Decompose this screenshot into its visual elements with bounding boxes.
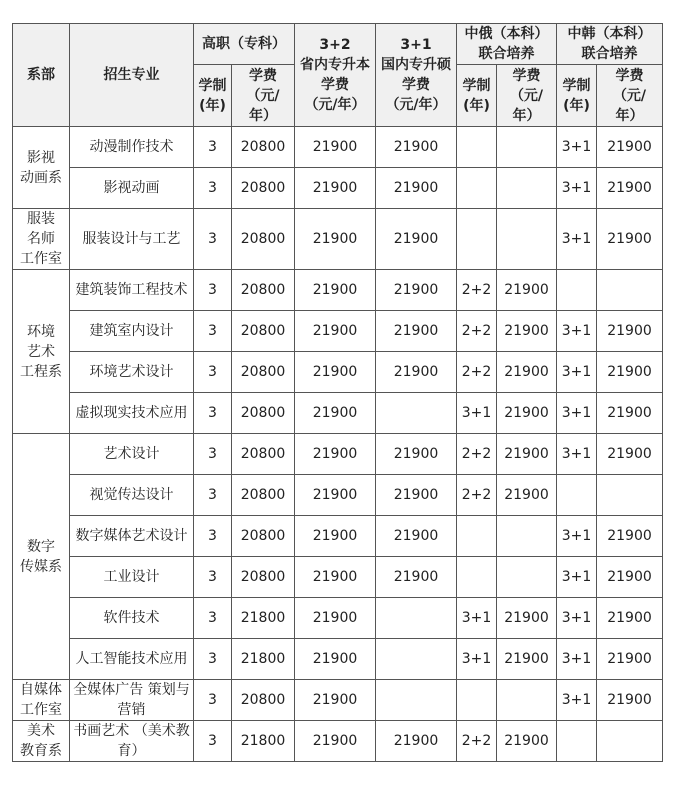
fee-3plus2-cell: 21900 xyxy=(295,270,376,311)
major-cell: 全媒体广告 策划与营销 xyxy=(70,680,194,721)
header-korea-fee: 学费 （元/ 年） xyxy=(597,65,663,127)
korea-years-cell: 3+1 xyxy=(557,127,597,168)
russia-years-cell xyxy=(457,168,497,209)
fee-3plus1-cell: 21900 xyxy=(376,557,457,598)
fee-cell: 21800 xyxy=(232,639,295,680)
fee-3plus1-cell: 21900 xyxy=(376,270,457,311)
russia-years-cell: 2+2 xyxy=(457,721,497,762)
table-row xyxy=(13,557,663,598)
years-cell: 3 xyxy=(194,475,232,516)
korea-years-cell: 3+1 xyxy=(557,598,597,639)
table-body xyxy=(13,127,663,762)
header-russia: 中俄（本科） 联合培养 xyxy=(457,24,557,65)
russia-years-cell: 2+2 xyxy=(457,311,497,352)
fee-3plus2-cell: 21900 xyxy=(295,209,376,270)
years-cell: 3 xyxy=(194,393,232,434)
russia-fee-cell: 21900 xyxy=(497,639,557,680)
russia-years-cell: 2+2 xyxy=(457,475,497,516)
fee-3plus2-cell: 21900 xyxy=(295,352,376,393)
korea-fee-cell: 21900 xyxy=(597,516,663,557)
major-cell: 人工智能技术应用 xyxy=(70,639,194,680)
table-row xyxy=(13,352,663,393)
russia-fee-cell xyxy=(497,127,557,168)
years-cell: 3 xyxy=(194,352,232,393)
fee-3plus2-cell: 21900 xyxy=(295,168,376,209)
korea-fee-cell: 21900 xyxy=(597,557,663,598)
header-dept: 系部 xyxy=(13,24,70,127)
korea-years-cell xyxy=(557,270,597,311)
korea-fee-cell: 21900 xyxy=(597,434,663,475)
table-row xyxy=(13,168,663,209)
fee-3plus2-cell: 21900 xyxy=(295,598,376,639)
korea-years-cell xyxy=(557,475,597,516)
table-row xyxy=(13,127,663,168)
fee-cell: 21800 xyxy=(232,598,295,639)
fee-cell: 20800 xyxy=(232,209,295,270)
header-korea-years: 学制 (年) xyxy=(557,65,597,127)
russia-fee-cell xyxy=(497,557,557,598)
korea-years-cell: 3+1 xyxy=(557,680,597,721)
dept-cell: 环境 艺术 工程系 xyxy=(13,270,70,434)
korea-years-cell: 3+1 xyxy=(557,639,597,680)
korea-fee-cell: 21900 xyxy=(597,311,663,352)
major-cell: 影视动画 xyxy=(70,168,194,209)
korea-years-cell: 3+1 xyxy=(557,311,597,352)
russia-years-cell: 3+1 xyxy=(457,598,497,639)
russia-fee-cell: 21900 xyxy=(497,393,557,434)
korea-fee-cell: 21900 xyxy=(597,168,663,209)
fee-3plus2-cell: 21900 xyxy=(295,434,376,475)
years-cell: 3 xyxy=(194,311,232,352)
major-cell: 建筑装饰工程技术 xyxy=(70,270,194,311)
korea-years-cell: 3+1 xyxy=(557,393,597,434)
fee-cell: 20800 xyxy=(232,127,295,168)
fee-3plus1-cell: 21900 xyxy=(376,168,457,209)
korea-fee-cell xyxy=(597,721,663,762)
russia-years-cell: 3+1 xyxy=(457,639,497,680)
fee-cell: 20800 xyxy=(232,393,295,434)
header-russia-years: 学制 (年) xyxy=(457,65,497,127)
fee-cell: 21800 xyxy=(232,721,295,762)
korea-fee-cell: 21900 xyxy=(597,639,663,680)
fee-3plus2-cell: 21900 xyxy=(295,127,376,168)
major-cell: 工业设计 xyxy=(70,557,194,598)
fee-cell: 20800 xyxy=(232,557,295,598)
russia-fee-cell: 21900 xyxy=(497,311,557,352)
fee-3plus2-cell: 21900 xyxy=(295,516,376,557)
fee-3plus2-cell: 21900 xyxy=(295,393,376,434)
fee-3plus2-cell: 21900 xyxy=(295,557,376,598)
header-3plus2-fee: 学费 （元/年） xyxy=(304,77,366,113)
korea-fee-cell: 21900 xyxy=(597,127,663,168)
fee-cell: 20800 xyxy=(232,311,295,352)
years-cell: 3 xyxy=(194,516,232,557)
dept-cell: 美术 教育系 xyxy=(13,721,70,762)
table-row xyxy=(13,311,663,352)
years-cell: 3 xyxy=(194,209,232,270)
korea-fee-cell: 21900 xyxy=(597,209,663,270)
table-row xyxy=(13,598,663,639)
fee-3plus1-cell: 21900 xyxy=(376,311,457,352)
fee-3plus2-cell: 21900 xyxy=(295,311,376,352)
fee-cell: 20800 xyxy=(232,168,295,209)
major-cell: 环境艺术设计 xyxy=(70,352,194,393)
years-cell: 3 xyxy=(194,434,232,475)
header-3plus1 xyxy=(376,24,457,127)
fee-3plus1-cell xyxy=(376,393,457,434)
major-cell: 数字媒体艺术设计 xyxy=(70,516,194,557)
russia-years-cell: 2+2 xyxy=(457,270,497,311)
korea-years-cell: 3+1 xyxy=(557,557,597,598)
korea-years-cell: 3+1 xyxy=(557,168,597,209)
fee-cell: 20800 xyxy=(232,516,295,557)
russia-fee-cell: 21900 xyxy=(497,352,557,393)
major-cell: 建筑室内设计 xyxy=(70,311,194,352)
korea-fee-cell xyxy=(597,475,663,516)
korea-fee-cell: 21900 xyxy=(597,680,663,721)
major-cell: 软件技术 xyxy=(70,598,194,639)
fee-3plus2-cell: 21900 xyxy=(295,721,376,762)
table-row xyxy=(13,209,663,270)
header-russia-fee: 学费 （元/ 年） xyxy=(497,65,557,127)
korea-years-cell: 3+1 xyxy=(557,209,597,270)
fee-3plus2-cell: 21900 xyxy=(295,475,376,516)
table-row xyxy=(13,434,663,475)
russia-fee-cell xyxy=(497,209,557,270)
korea-years-cell: 3+1 xyxy=(557,352,597,393)
major-cell: 书画艺术 （美术教育） xyxy=(70,721,194,762)
years-cell: 3 xyxy=(194,557,232,598)
table-row xyxy=(13,475,663,516)
russia-years-cell: 2+2 xyxy=(457,352,497,393)
korea-years-cell xyxy=(557,721,597,762)
fee-3plus2-cell: 21900 xyxy=(295,680,376,721)
fee-3plus1-cell: 21900 xyxy=(376,475,457,516)
table-row xyxy=(13,680,663,721)
russia-years-cell: 3+1 xyxy=(457,393,497,434)
russia-years-cell xyxy=(457,127,497,168)
major-cell: 动漫制作技术 xyxy=(70,127,194,168)
fee-cell: 20800 xyxy=(232,434,295,475)
years-cell: 3 xyxy=(194,680,232,721)
fee-3plus1-cell: 21900 xyxy=(376,352,457,393)
fee-cell: 20800 xyxy=(232,680,295,721)
header-gaozhi: 高职（专科） xyxy=(194,24,295,65)
korea-years-cell: 3+1 xyxy=(557,516,597,557)
header-3plus2 xyxy=(295,24,376,127)
major-cell: 艺术设计 xyxy=(70,434,194,475)
korea-fee-cell: 21900 xyxy=(597,598,663,639)
table-row xyxy=(13,721,663,762)
years-cell: 3 xyxy=(194,127,232,168)
tuition-table xyxy=(12,23,663,762)
korea-years-cell: 3+1 xyxy=(557,434,597,475)
dept-cell: 服装 名师 工作室 xyxy=(13,209,70,270)
fee-3plus1-cell xyxy=(376,598,457,639)
header-korea: 中韩（本科） 联合培养 xyxy=(557,24,663,65)
years-cell: 3 xyxy=(194,270,232,311)
fee-3plus1-cell: 21900 xyxy=(376,434,457,475)
dept-cell: 自媒体 工作室 xyxy=(13,680,70,721)
russia-fee-cell xyxy=(497,680,557,721)
korea-fee-cell: 21900 xyxy=(597,352,663,393)
korea-fee-cell: 21900 xyxy=(597,393,663,434)
russia-fee-cell xyxy=(497,168,557,209)
russia-years-cell: 2+2 xyxy=(457,434,497,475)
russia-fee-cell: 21900 xyxy=(497,270,557,311)
dept-cell: 影视 动画系 xyxy=(13,127,70,209)
fee-3plus1-cell xyxy=(376,680,457,721)
russia-years-cell xyxy=(457,557,497,598)
header-3plus2-title: 3+2 省内专升本 xyxy=(300,37,370,73)
years-cell: 3 xyxy=(194,721,232,762)
years-cell: 3 xyxy=(194,168,232,209)
header-major: 招生专业 xyxy=(70,24,194,127)
russia-fee-cell xyxy=(497,516,557,557)
table-row xyxy=(13,516,663,557)
korea-fee-cell xyxy=(597,270,663,311)
fee-3plus1-cell xyxy=(376,639,457,680)
fee-3plus2-cell: 21900 xyxy=(295,639,376,680)
russia-fee-cell: 21900 xyxy=(497,598,557,639)
russia-years-cell xyxy=(457,516,497,557)
fee-3plus1-cell: 21900 xyxy=(376,209,457,270)
table-row xyxy=(13,393,663,434)
russia-fee-cell: 21900 xyxy=(497,434,557,475)
russia-fee-cell: 21900 xyxy=(497,721,557,762)
major-cell: 视觉传达设计 xyxy=(70,475,194,516)
russia-fee-cell: 21900 xyxy=(497,475,557,516)
years-cell: 3 xyxy=(194,598,232,639)
fee-3plus1-cell: 21900 xyxy=(376,721,457,762)
major-cell: 服装设计与工艺 xyxy=(70,209,194,270)
years-cell: 3 xyxy=(194,639,232,680)
fee-3plus1-cell: 21900 xyxy=(376,516,457,557)
fee-3plus1-cell: 21900 xyxy=(376,127,457,168)
header-gaozhi-fee: 学费 （元/ 年） xyxy=(232,65,295,127)
header-gaozhi-years: 学制 (年) xyxy=(194,65,232,127)
russia-years-cell xyxy=(457,209,497,270)
table-row xyxy=(13,639,663,680)
major-cell: 虚拟现实技术应用 xyxy=(70,393,194,434)
header-3plus1-fee: 学费 （元/年） xyxy=(385,77,447,113)
fee-cell: 20800 xyxy=(232,475,295,516)
header-3plus1-title: 3+1 国内专升硕 xyxy=(381,37,451,73)
russia-years-cell xyxy=(457,680,497,721)
fee-cell: 20800 xyxy=(232,352,295,393)
fee-cell: 20800 xyxy=(232,270,295,311)
dept-cell: 数字 传媒系 xyxy=(13,434,70,680)
table-row xyxy=(13,270,663,311)
table-header xyxy=(13,24,663,127)
